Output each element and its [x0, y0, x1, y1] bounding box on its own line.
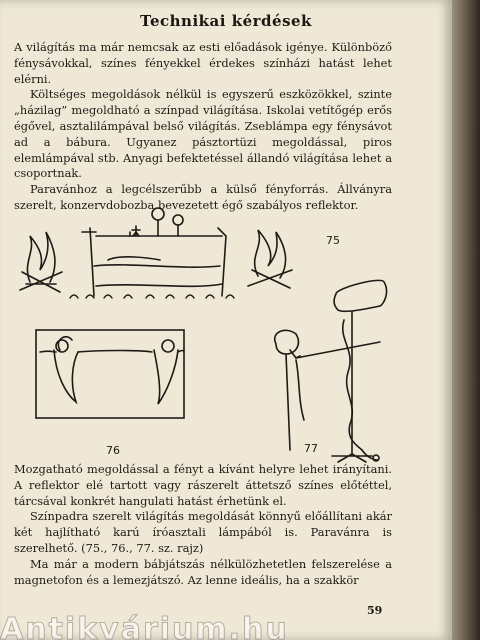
- paragraph: Ma már a modern bábjátszás nélkülözhetetlen felszerelése a magnetofon és a lemezjátszó. Az lenne ideális, ha a szakkör: [14, 556, 392, 587]
- lamp-stand-fig77: [275, 280, 387, 462]
- figure-number-76: 76: [106, 444, 120, 457]
- paragraph: Mozgatható megoldással a fényt a kívánt helyre lehet irányítani. A reflektor elé tartott vagy rászerelt áttetsző színes előtéttel, tárcsával konkrét hangulati hatást érhetünk el.: [14, 462, 392, 508]
- stage-fig75: [82, 208, 226, 296]
- book-spine: [452, 0, 480, 640]
- campfire-left-icon: [20, 232, 62, 292]
- campfire-right-icon: [248, 230, 292, 288]
- stage-fig76: [36, 330, 184, 418]
- watermark: Antikvárium.hu: [0, 612, 289, 640]
- figure-number-77: 77: [304, 442, 318, 455]
- figure-number-75: 75: [326, 234, 340, 247]
- page-number: 59: [367, 604, 383, 617]
- page-title: Technikai kérdések: [140, 12, 312, 30]
- paragraph: A világítás ma már nemcsak az esti előadások igénye. Különböző fénysávokkal, színes fényekkel érdekes színházi hatást lehet elérni.: [14, 40, 392, 86]
- paragraph: Színpadra szerelt világítás megoldását könnyű előállítani akár két hajlítható karú íróasztali lámpából is. Paravánra is szerelhető. (75., 76., 77. sz. rajz): [14, 509, 392, 555]
- text-block-bottom: [14, 462, 392, 588]
- paragraph: Paravánhoz a legcélszerűbb a külső fényforrás. Állványra szerelt, konzervdobozba bevezetett égő szabályos reflektor.: [14, 182, 392, 212]
- paragraph: Költséges megoldások nélkül is egyszerű eszközökkel, szinte „házilag” megoldható a színpad világítása. Iskolai vetítőgép erős égővel, asztalilámpával belső világítás. Zseblámpa egy fénysávot ad a bábura. Ugyanez pásztortüzi megoldással, piros elemlámpával stb. Anyagi befektetéssel állandó világítása lehet a csoportnak.: [14, 87, 392, 181]
